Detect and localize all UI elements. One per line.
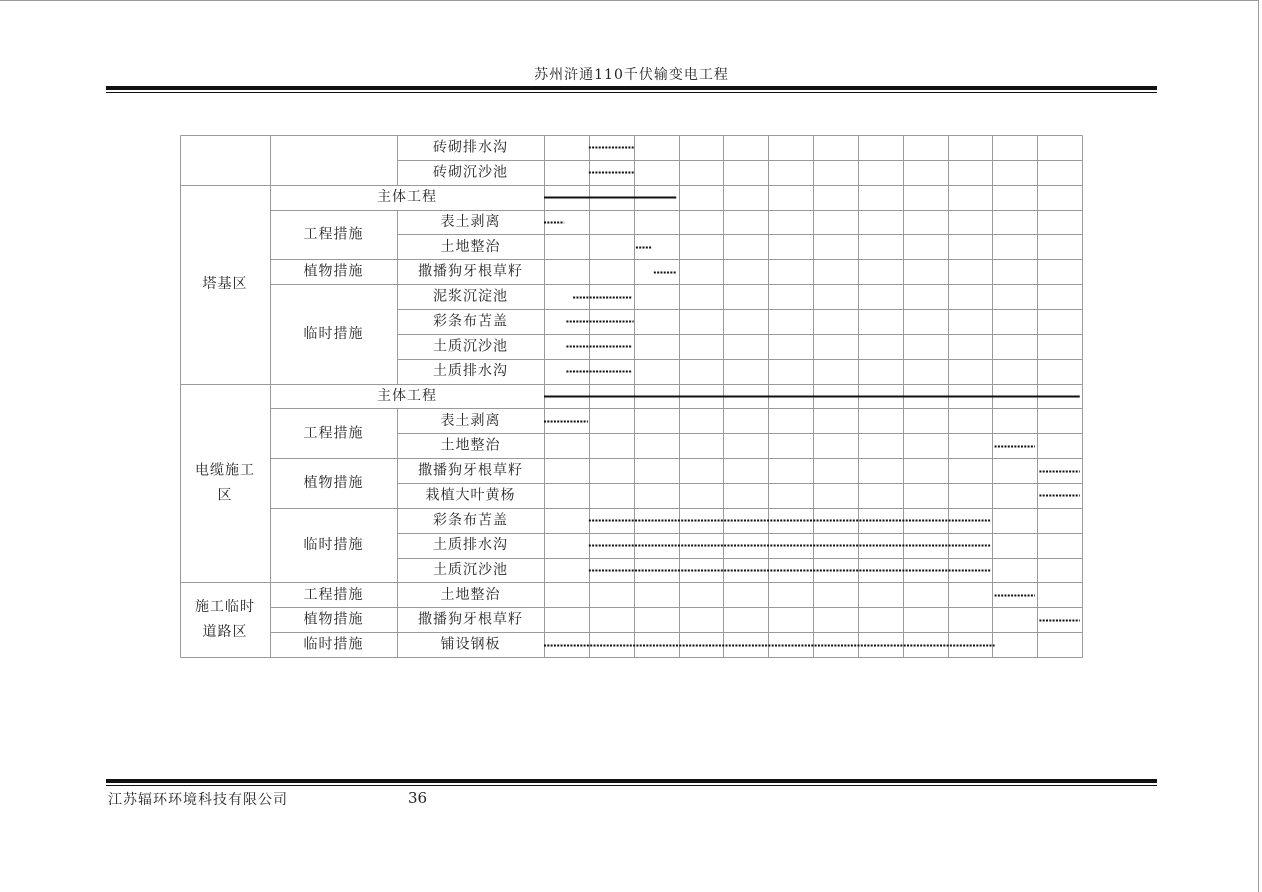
measure-label: 土地整治	[440, 238, 501, 255]
category-label: 植物措施	[303, 263, 364, 280]
measure-label: 栽植大叶黄杨	[425, 487, 516, 504]
header-rule-thin	[106, 92, 1157, 93]
measure-label: 撒播狗牙根草籽	[418, 462, 523, 479]
measure-label: 土地整治	[440, 437, 501, 454]
category-label: 工程措施	[303, 226, 364, 243]
measure-label: 土质沉沙池	[433, 338, 508, 355]
area-label: 电缆施工	[195, 462, 255, 479]
main-works-label: 主体工程	[377, 388, 437, 404]
page-right-edge	[1258, 0, 1259, 892]
measure-label: 砖砌沉沙池	[433, 164, 508, 181]
footer-rule-thick	[106, 779, 1157, 783]
measure-label: 彩条布苫盖	[433, 512, 508, 529]
footer-rule-thin	[106, 785, 1157, 786]
measure-label: 撒播狗牙根草籽	[418, 611, 523, 628]
footer-page-number: 36	[408, 789, 428, 807]
category-label: 临时措施	[303, 325, 364, 342]
measure-label: 土地整治	[440, 586, 501, 603]
measure-label: 撒播狗牙根草籽	[418, 263, 523, 280]
footer-company: 江苏辐环环境科技有限公司	[108, 792, 288, 808]
measure-label: 表土剥离	[440, 214, 501, 230]
measure-label: 土质排水沟	[433, 537, 508, 554]
area-label: 施工临时	[195, 599, 255, 616]
header-title: 苏州浒通110千伏输变电工程	[534, 67, 729, 83]
measure-label: 彩条布苫盖	[433, 313, 508, 330]
category-label: 植物措施	[303, 475, 364, 491]
measure-label: 土质沉沙池	[433, 562, 508, 578]
category-label: 工程措施	[303, 586, 364, 603]
measure-label: 土质排水沟	[433, 363, 508, 380]
category-label: 植物措施	[303, 611, 364, 628]
area-label: 区	[217, 487, 233, 504]
page-top-edge	[0, 0, 1259, 1]
schedule-table	[180, 135, 1083, 658]
measure-label: 泥浆沉淀池	[433, 288, 508, 305]
header-rule-thick	[106, 86, 1157, 90]
category-label: 临时措施	[303, 537, 364, 554]
area-label: 道路区	[202, 624, 248, 641]
category-label: 工程措施	[303, 425, 364, 442]
main-works-label: 主体工程	[377, 189, 437, 206]
category-label: 临时措施	[303, 636, 364, 653]
measure-label: 表土剥离	[440, 412, 501, 429]
measure-label: 砖砌排水沟	[433, 139, 508, 156]
measure-label: 铺设钢板	[440, 636, 501, 653]
area-label: 塔基区	[202, 276, 248, 293]
